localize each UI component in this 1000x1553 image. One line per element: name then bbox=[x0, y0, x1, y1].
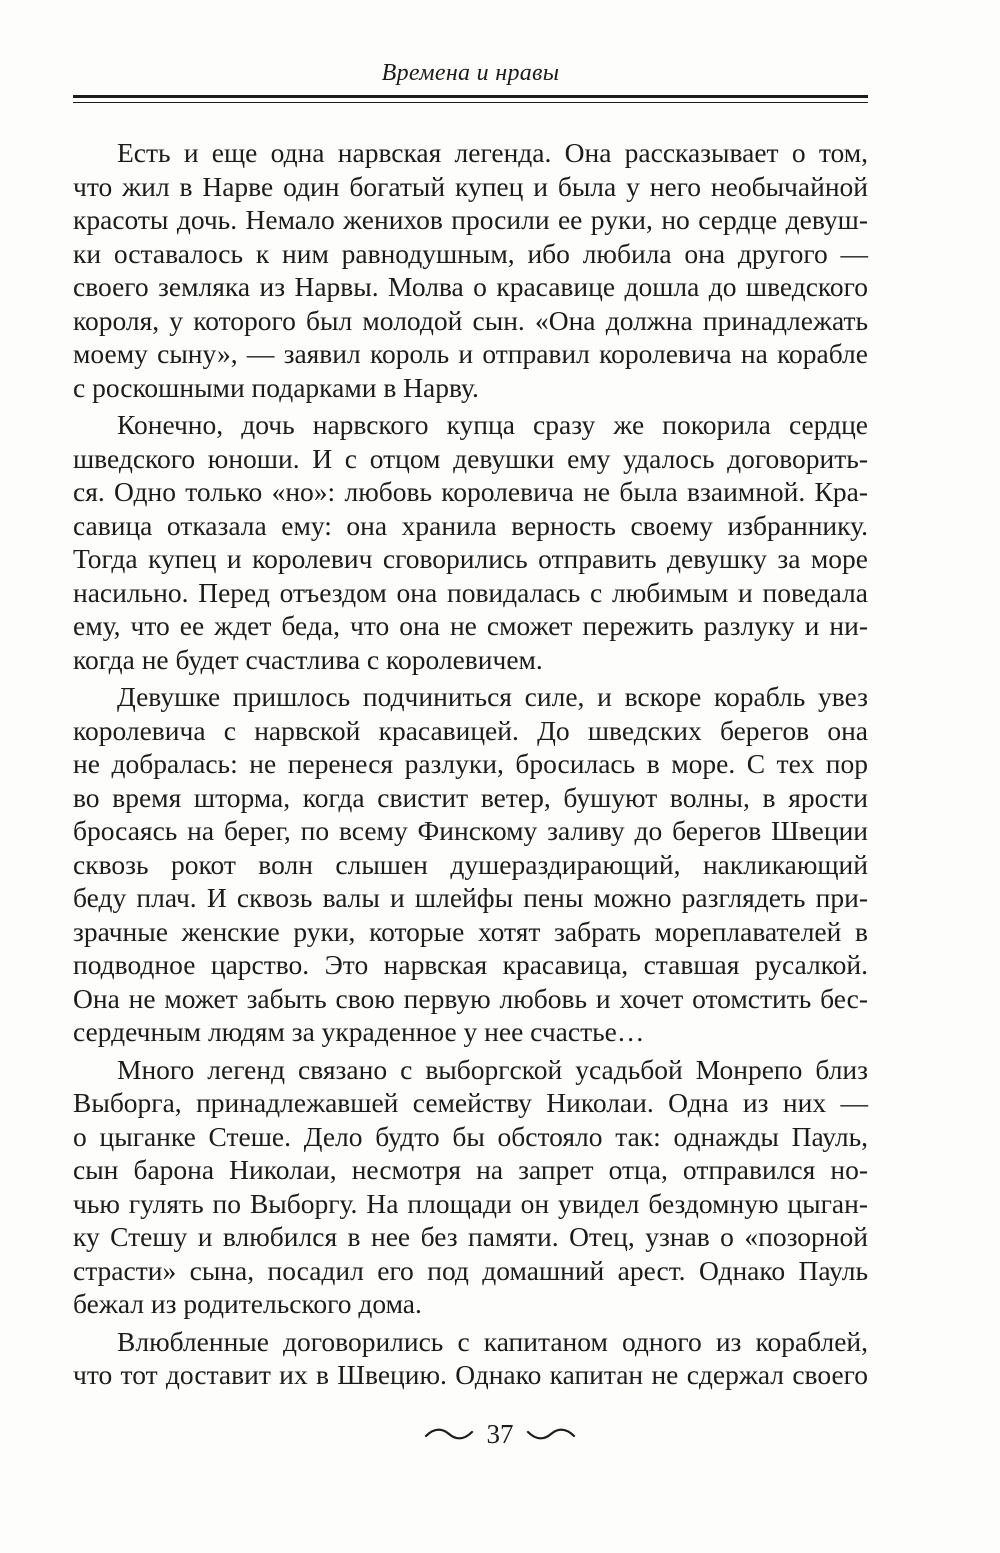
text-line: королевича с нарвской красавицей. До шведских берегов она bbox=[73, 714, 868, 746]
text-line: короля, у которого был молодой сын. «Она должна принадлежать bbox=[73, 304, 868, 336]
text-line: сквозь рокот волн слышен душераздирающий, накликающий bbox=[73, 848, 868, 880]
text-line: красоты дочь. Немало женихов просили ее руки, но сердце девуш- bbox=[73, 204, 868, 235]
text-line: Конечно, дочь нарвского купца сразу же покорила сердце bbox=[117, 409, 868, 440]
text-line: ку Стешу и влюбился в нее без памяти. Отец, узнав о «позорной bbox=[73, 1221, 868, 1252]
text-line: Она не может забыть свою первую любовь и хочет отомстить бес- bbox=[73, 982, 868, 1014]
paragraph bbox=[73, 1053, 868, 1321]
text-line: Выборга, принадлежавшей семейству Николаи. Одна из них — bbox=[73, 1087, 868, 1118]
right-swash-ornament bbox=[526, 1427, 576, 1441]
text-line: сердечным людям за украденное у нее счастье… bbox=[73, 1016, 645, 1047]
text-line: бежал из родительского дома. bbox=[73, 1288, 422, 1319]
text-line: зрачные женские руки, которые хотят забрать мореплавателей в bbox=[73, 915, 868, 947]
header-rule-thick bbox=[73, 95, 868, 98]
left-swash-ornament bbox=[424, 1427, 474, 1441]
text-line: моему сыну», — заявил король и отправил королевича на корабле bbox=[73, 338, 868, 369]
text-line: во время шторма, когда свистит ветер, бушуют волны, в ярости bbox=[73, 781, 868, 813]
text-line: Много легенд связано с выборгской усадьбой Монрепо близ bbox=[117, 1053, 868, 1085]
body-text bbox=[73, 136, 868, 1392]
text-line: бросаясь на берег, по всему Финскому заливу до берегов Швеции bbox=[73, 815, 868, 846]
text-line: Девушке пришлось подчиниться силе, и вскоре корабль увез bbox=[117, 681, 868, 712]
page-number: 37 bbox=[486, 1418, 514, 1449]
text-line: Влюбленные договорились с капитаном одного из кораблей, bbox=[117, 1325, 868, 1357]
text-line: савица отказала ему: она хранила верность своему избраннику. bbox=[73, 509, 868, 541]
text-line: страсти» сына, посадил его под домашний арест. Однако Пауль bbox=[73, 1254, 868, 1286]
text-line: ся. Одно только «но»: любовь королевича не была взаимной. Кра- bbox=[73, 476, 868, 507]
text-line: подводное царство. Это нарвская красавица, ставшая русалкой. bbox=[73, 949, 868, 980]
text-line: Есть и еще одна нарвская легенда. Она рассказывает о том, bbox=[117, 137, 868, 168]
text-line: с роскошными подарками в Нарву. bbox=[73, 371, 479, 403]
text-line: ки оставалось к ним равнодушным, ибо любила она другого — bbox=[73, 237, 868, 269]
text-line: не добралась: не перенеся разлуки, бросилась в море. С тех пор bbox=[73, 748, 868, 779]
page-folio bbox=[0, 1415, 1000, 1450]
text-line: своего земляка из Нарвы. Молва о красавице дошла до шведского bbox=[73, 271, 868, 302]
paragraph bbox=[73, 680, 868, 1049]
text-line: о цыганке Стеше. Дело будто бы обстояло так: однажды Пауль, bbox=[73, 1120, 868, 1152]
text-line: когда не будет счастлива с королевичем. bbox=[73, 643, 543, 675]
header-rule-thin bbox=[73, 102, 868, 103]
text-line: что тот доставит их в Швецию. Однако капитан не сдержал своего bbox=[73, 1359, 868, 1390]
text-line: что жил в Нарве один богатый купец и была у него необычайной bbox=[73, 170, 868, 202]
running-head: Времена и нравы bbox=[381, 60, 560, 86]
text-line: шведского юноши. И с отцом девушки ему удалось договорить- bbox=[73, 442, 868, 474]
paragraph bbox=[73, 136, 868, 404]
paragraph bbox=[73, 408, 868, 676]
text-line: сын барона Николаи, несмотря на запрет отца, отправился но- bbox=[73, 1154, 868, 1185]
text-line: ему, что ее ждет беда, что она не сможет пережить разлуку и ни- bbox=[73, 610, 868, 641]
text-line: чью гулять по Выборгу. На площади он увидел бездомную цыган- bbox=[73, 1187, 868, 1219]
text-line: беду плач. И сквозь валы и шлейфы пены можно разглядеть при- bbox=[73, 882, 868, 913]
text-line: Тогда купец и королевич сговорились отправить девушку за море bbox=[73, 543, 868, 574]
text-line: насильно. Перед отъездом она повидалась с любимым и поведала bbox=[73, 576, 868, 608]
paragraph bbox=[73, 1325, 868, 1392]
